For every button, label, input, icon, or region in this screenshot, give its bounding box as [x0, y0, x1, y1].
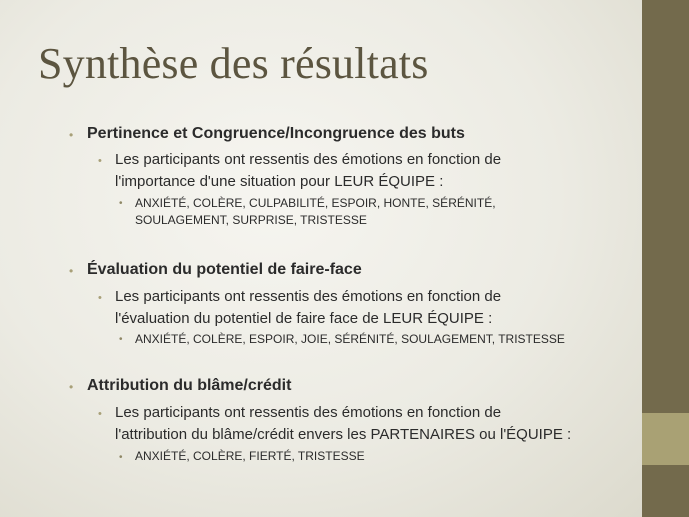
emotion-list-line: ANXIÉTÉ, COLÈRE, FIERTÉ, TRISTESSE	[135, 449, 365, 463]
bullet-icon: •	[98, 155, 102, 167]
slide-title: Synthèse des résultats	[38, 39, 429, 88]
bullet-icon: •	[98, 292, 102, 304]
bullet-icon: •	[69, 264, 74, 278]
section-text-line: l'évaluation du potentiel de faire face de LEUR ÉQUIPE :	[115, 310, 493, 327]
side-band-bottom	[642, 465, 689, 517]
section-text	[115, 402, 571, 446]
section-heading: Pertinence et Congruence/Incongruence des buts	[87, 125, 465, 142]
section-text	[115, 286, 501, 330]
bullet-icon: •	[69, 380, 74, 394]
bullet-icon: •	[98, 408, 102, 420]
section-text-line: Les participants ont ressentis des émotions en fonction de	[115, 288, 502, 305]
emotion-list	[135, 448, 365, 465]
emotion-list-line: ANXIÉTÉ, COLÈRE, ESPOIR, JOIE, SÉRÉNITÉ, SOULAGEMENT, TRISTESSE	[135, 332, 565, 346]
bullet-icon: •	[119, 452, 123, 463]
side-band-accent	[642, 413, 689, 465]
bullet-icon: •	[119, 198, 123, 209]
section-text-line: l'attribution du blâme/crédit envers les PARTENAIRES ou l'ÉQUIPE :	[115, 426, 572, 443]
emotion-list	[135, 195, 496, 229]
section-heading: Attribution du blâme/crédit	[87, 377, 292, 394]
emotion-list	[135, 331, 565, 348]
bullet-icon: •	[69, 128, 74, 142]
section-text-line: Les participants ont ressentis des émotions en fonction de	[115, 151, 502, 168]
section-text-line: l'importance d'une situation pour LEUR ÉQUIPE :	[115, 173, 444, 190]
emotion-list-line: ANXIÉTÉ, COLÈRE, CULPABILITÉ, ESPOIR, HONTE, SÉRÉNITÉ,	[135, 196, 496, 210]
section-text	[115, 149, 501, 193]
bullet-icon: •	[119, 334, 123, 345]
emotion-list-line: SOULAGEMENT, SURPRISE, TRISTESSE	[135, 213, 367, 227]
section-heading: Évaluation du potentiel de faire-face	[87, 261, 362, 278]
section-text-line: Les participants ont ressentis des émotions en fonction de	[115, 404, 502, 421]
side-band-top	[642, 0, 689, 413]
